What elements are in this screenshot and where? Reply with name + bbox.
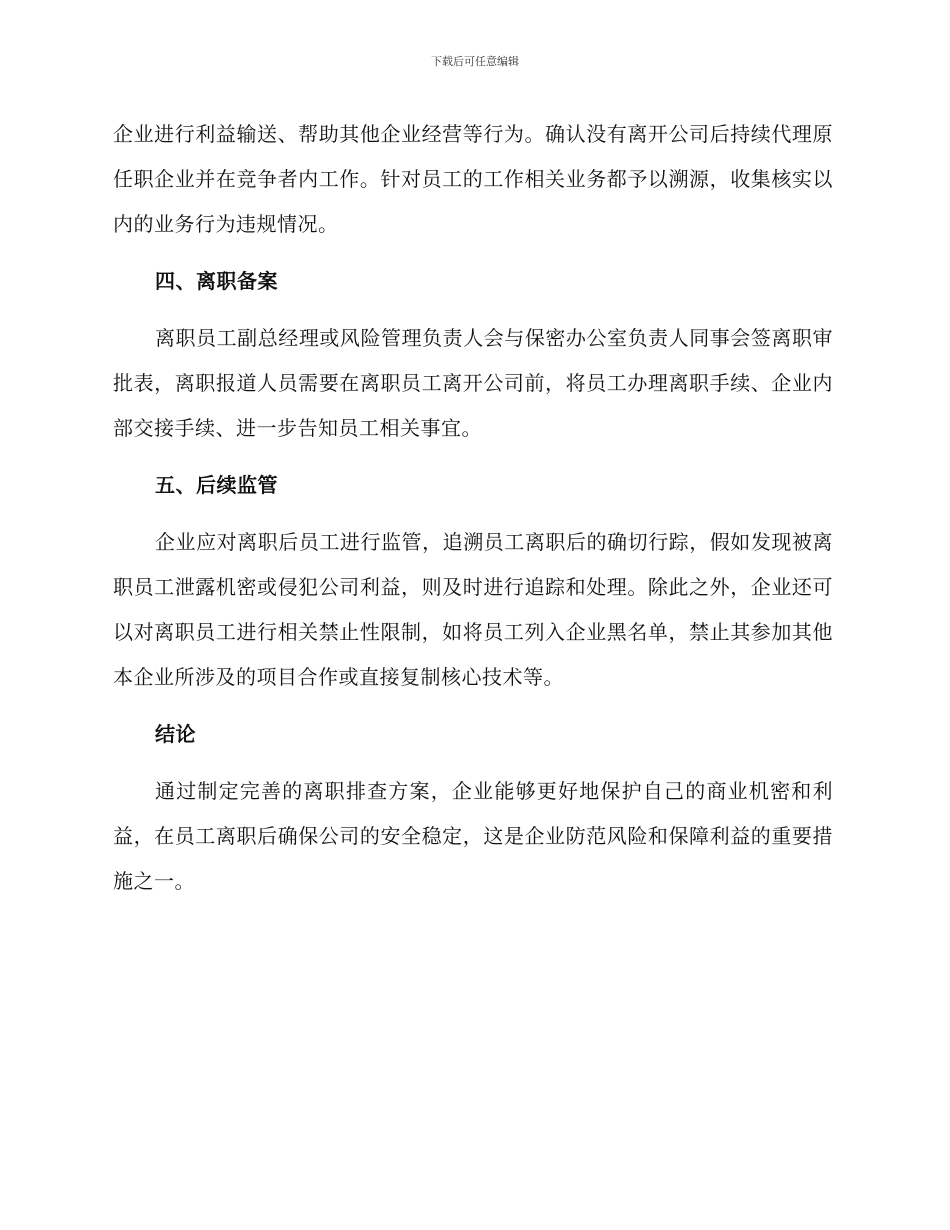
section-paragraph: 通过制定完善的离职排查方案，企业能够更好地保护自己的商业机密和利益，在员工离职后确保公司的安全稳定，这是企业防范风险和保障利益的重要措施之一。 xyxy=(113,779,833,893)
section-supervision xyxy=(113,463,833,700)
section-paragraph: 离职员工副总经理或风险管理负责人会与保密办公室负责人同事会签离职审批表，离职报道人员需要在离职员工离开公司前，将员工办理离职手续、企业内部交接手续、进一步告知员工相关事宜。 xyxy=(113,326,833,440)
section-heading: 结论 xyxy=(155,722,196,746)
section-filing xyxy=(113,259,833,451)
section-heading: 四、离职备案 xyxy=(155,269,278,293)
section-conclusion xyxy=(113,712,833,904)
page-header-note: 下载后可任意编辑 xyxy=(431,55,519,68)
section-paragraph: 企业应对离职后员工进行监管，追溯员工离职后的确切行踪，假如发现被离职员工泄露机密或侵犯公司利益，则及时进行追踪和处理。除此之外，企业还可以对离职员工进行相关禁止性限制，如将员工列入企业黑名单，禁止其参加其他本企业所涉及的项目合作或直接复制核心技术等。 xyxy=(113,530,833,689)
document-body xyxy=(113,112,833,904)
intro-paragraph: 企业进行利益输送、帮助其他企业经营等行为。确认没有离开公司后持续代理原任职企业并在竞争者内工作。针对员工的工作相关业务都予以溯源，收集核实以内的业务行为违规情况。 xyxy=(113,122,833,236)
section-heading: 五、后续监管 xyxy=(155,473,278,497)
